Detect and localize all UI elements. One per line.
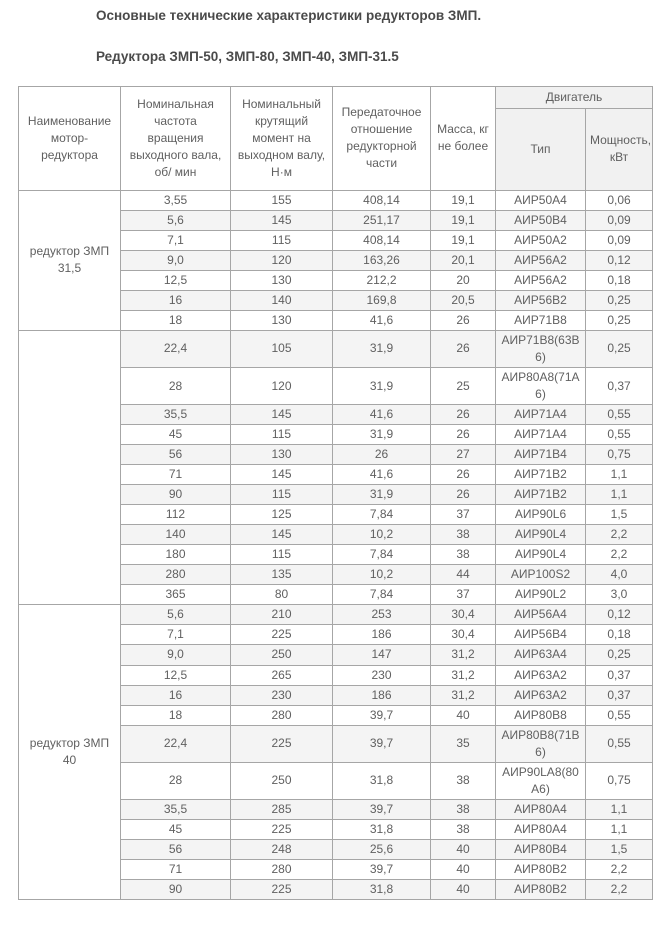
cell-engine-power: 0,06 bbox=[586, 190, 653, 210]
cell-ratio: 31,8 bbox=[333, 819, 431, 839]
cell-torque: 145 bbox=[231, 465, 333, 485]
cell-speed: 9,0 bbox=[121, 645, 231, 665]
header-engine-power: Мощность, кВт bbox=[586, 108, 653, 190]
cell-engine-type: АИР80В2 bbox=[496, 859, 586, 879]
group-label-cell: редуктор ЗМП 40 bbox=[19, 605, 121, 899]
cell-mass: 27 bbox=[431, 445, 496, 465]
cell-engine-type: АИР80В2 bbox=[496, 879, 586, 899]
cell-engine-power: 0,25 bbox=[586, 330, 653, 367]
cell-engine-power: 0,75 bbox=[586, 762, 653, 799]
cell-ratio: 39,7 bbox=[333, 725, 431, 762]
cell-ratio: 408,14 bbox=[333, 190, 431, 210]
cell-engine-type: АИР56А2 bbox=[496, 270, 586, 290]
cell-ratio: 163,26 bbox=[333, 250, 431, 270]
cell-engine-power: 0,25 bbox=[586, 310, 653, 330]
cell-engine-type: АИР80А8(71А6) bbox=[496, 368, 586, 405]
cell-engine-power: 2,2 bbox=[586, 525, 653, 545]
cell-ratio: 10,2 bbox=[333, 565, 431, 585]
table-row bbox=[19, 605, 653, 625]
cell-speed: 71 bbox=[121, 465, 231, 485]
cell-speed: 56 bbox=[121, 839, 231, 859]
cell-engine-power: 1,1 bbox=[586, 799, 653, 819]
cell-ratio: 31,9 bbox=[333, 425, 431, 445]
cell-speed: 35,5 bbox=[121, 799, 231, 819]
cell-mass: 19,1 bbox=[431, 210, 496, 230]
cell-torque: 135 bbox=[231, 565, 333, 585]
cell-engine-type: АИР71В4 bbox=[496, 445, 586, 465]
cell-speed: 9,0 bbox=[121, 250, 231, 270]
cell-speed: 45 bbox=[121, 819, 231, 839]
cell-speed: 71 bbox=[121, 859, 231, 879]
cell-torque: 145 bbox=[231, 210, 333, 230]
group-label-cell bbox=[19, 330, 121, 604]
table-body bbox=[19, 190, 653, 899]
cell-speed: 112 bbox=[121, 505, 231, 525]
cell-engine-type: АИР50В4 bbox=[496, 210, 586, 230]
page-title: Основные технические характеристики редукторов ЗМП. bbox=[96, 8, 482, 23]
header-torque: Номинальный крутящий момент на выходном валу, Н·м bbox=[231, 86, 333, 190]
cell-mass: 30,4 bbox=[431, 605, 496, 625]
table-row bbox=[19, 190, 653, 210]
cell-mass: 25 bbox=[431, 368, 496, 405]
cell-mass: 26 bbox=[431, 465, 496, 485]
header-name: Наименование мотор-редуктора bbox=[19, 86, 121, 190]
cell-engine-type: АИР71В8(63В6) bbox=[496, 330, 586, 367]
cell-ratio: 31,9 bbox=[333, 368, 431, 405]
cell-engine-power: 1,5 bbox=[586, 505, 653, 525]
cell-engine-power: 2,2 bbox=[586, 879, 653, 899]
cell-torque: 120 bbox=[231, 250, 333, 270]
cell-mass: 26 bbox=[431, 425, 496, 445]
cell-mass: 26 bbox=[431, 310, 496, 330]
header-ratio: Передаточное отношение редукторной части bbox=[333, 86, 431, 190]
cell-mass: 38 bbox=[431, 545, 496, 565]
cell-speed: 7,1 bbox=[121, 230, 231, 250]
cell-mass: 20,5 bbox=[431, 290, 496, 310]
cell-torque: 115 bbox=[231, 425, 333, 445]
cell-torque: 155 bbox=[231, 190, 333, 210]
cell-engine-power: 0,09 bbox=[586, 230, 653, 250]
cell-engine-type: АИР80В8 bbox=[496, 705, 586, 725]
cell-mass: 40 bbox=[431, 839, 496, 859]
cell-engine-type: АИР90LA8(80А6) bbox=[496, 762, 586, 799]
cell-torque: 80 bbox=[231, 585, 333, 605]
cell-engine-type: АИР63А4 bbox=[496, 645, 586, 665]
cell-mass: 31,2 bbox=[431, 645, 496, 665]
cell-mass: 26 bbox=[431, 330, 496, 367]
cell-ratio: 7,84 bbox=[333, 505, 431, 525]
cell-mass: 19,1 bbox=[431, 230, 496, 250]
cell-torque: 105 bbox=[231, 330, 333, 367]
header-engine-type: Тип bbox=[496, 108, 586, 190]
cell-engine-type: АИР71В2 bbox=[496, 465, 586, 485]
cell-engine-type: АИР80А4 bbox=[496, 799, 586, 819]
cell-torque: 140 bbox=[231, 290, 333, 310]
cell-engine-power: 0,75 bbox=[586, 445, 653, 465]
cell-torque: 145 bbox=[231, 525, 333, 545]
cell-engine-power: 0,37 bbox=[586, 685, 653, 705]
cell-ratio: 230 bbox=[333, 665, 431, 685]
cell-speed: 18 bbox=[121, 310, 231, 330]
cell-speed: 35,5 bbox=[121, 405, 231, 425]
cell-engine-power: 0,37 bbox=[586, 368, 653, 405]
spec-table bbox=[18, 86, 653, 900]
cell-torque: 130 bbox=[231, 310, 333, 330]
cell-engine-power: 0,37 bbox=[586, 665, 653, 685]
cell-speed: 5,6 bbox=[121, 210, 231, 230]
cell-ratio: 41,6 bbox=[333, 405, 431, 425]
cell-ratio: 169,8 bbox=[333, 290, 431, 310]
cell-engine-power: 1,1 bbox=[586, 819, 653, 839]
cell-mass: 38 bbox=[431, 799, 496, 819]
cell-ratio: 408,14 bbox=[333, 230, 431, 250]
cell-mass: 44 bbox=[431, 565, 496, 585]
cell-mass: 31,2 bbox=[431, 685, 496, 705]
cell-engine-type: АИР90L2 bbox=[496, 585, 586, 605]
cell-mass: 37 bbox=[431, 505, 496, 525]
cell-engine-type: АИР63А2 bbox=[496, 685, 586, 705]
cell-mass: 40 bbox=[431, 859, 496, 879]
cell-ratio: 186 bbox=[333, 685, 431, 705]
header-row-top bbox=[19, 86, 653, 108]
cell-ratio: 41,6 bbox=[333, 465, 431, 485]
cell-torque: 225 bbox=[231, 819, 333, 839]
cell-speed: 22,4 bbox=[121, 330, 231, 367]
cell-torque: 248 bbox=[231, 839, 333, 859]
header-engine-group: Двигатель bbox=[496, 86, 653, 108]
cell-mass: 31,2 bbox=[431, 665, 496, 685]
cell-mass: 40 bbox=[431, 879, 496, 899]
cell-engine-type: АИР80А4 bbox=[496, 819, 586, 839]
cell-ratio: 31,8 bbox=[333, 762, 431, 799]
cell-speed: 18 bbox=[121, 705, 231, 725]
cell-engine-power: 0,12 bbox=[586, 605, 653, 625]
cell-engine-type: АИР63А2 bbox=[496, 665, 586, 685]
cell-engine-power: 0,09 bbox=[586, 210, 653, 230]
cell-engine-power: 0,18 bbox=[586, 625, 653, 645]
cell-engine-type: АИР80В8(71В6) bbox=[496, 725, 586, 762]
cell-engine-power: 0,25 bbox=[586, 290, 653, 310]
cell-engine-type: АИР90L4 bbox=[496, 545, 586, 565]
cell-engine-power: 3,0 bbox=[586, 585, 653, 605]
cell-mass: 20,1 bbox=[431, 250, 496, 270]
cell-speed: 16 bbox=[121, 290, 231, 310]
cell-engine-power: 1,1 bbox=[586, 465, 653, 485]
cell-torque: 250 bbox=[231, 645, 333, 665]
cell-mass: 40 bbox=[431, 705, 496, 725]
cell-speed: 12,5 bbox=[121, 270, 231, 290]
cell-speed: 5,6 bbox=[121, 605, 231, 625]
cell-engine-power: 2,2 bbox=[586, 859, 653, 879]
cell-torque: 130 bbox=[231, 270, 333, 290]
cell-mass: 30,4 bbox=[431, 625, 496, 645]
cell-torque: 280 bbox=[231, 705, 333, 725]
cell-ratio: 31,9 bbox=[333, 485, 431, 505]
cell-engine-type: АИР80В4 bbox=[496, 839, 586, 859]
cell-torque: 115 bbox=[231, 545, 333, 565]
cell-engine-type: АИР56А2 bbox=[496, 250, 586, 270]
cell-speed: 140 bbox=[121, 525, 231, 545]
cell-mass: 35 bbox=[431, 725, 496, 762]
cell-ratio: 39,7 bbox=[333, 799, 431, 819]
cell-speed: 365 bbox=[121, 585, 231, 605]
group-label-cell: редуктор ЗМП 31,5 bbox=[19, 190, 121, 330]
cell-engine-power: 0,55 bbox=[586, 725, 653, 762]
cell-torque: 225 bbox=[231, 879, 333, 899]
cell-engine-power: 0,55 bbox=[586, 705, 653, 725]
cell-torque: 230 bbox=[231, 685, 333, 705]
cell-torque: 145 bbox=[231, 405, 333, 425]
cell-engine-type: АИР90L4 bbox=[496, 525, 586, 545]
cell-speed: 7,1 bbox=[121, 625, 231, 645]
cell-engine-power: 1,5 bbox=[586, 839, 653, 859]
cell-engine-type: АИР71В2 bbox=[496, 485, 586, 505]
cell-ratio: 253 bbox=[333, 605, 431, 625]
cell-engine-type: АИР56В4 bbox=[496, 625, 586, 645]
cell-speed: 12,5 bbox=[121, 665, 231, 685]
cell-engine-power: 2,2 bbox=[586, 545, 653, 565]
cell-engine-type: АИР90L6 bbox=[496, 505, 586, 525]
cell-ratio: 251,17 bbox=[333, 210, 431, 230]
cell-torque: 115 bbox=[231, 230, 333, 250]
cell-mass: 26 bbox=[431, 485, 496, 505]
cell-ratio: 25,6 bbox=[333, 839, 431, 859]
table-row bbox=[19, 330, 653, 367]
cell-speed: 90 bbox=[121, 485, 231, 505]
cell-engine-power: 0,55 bbox=[586, 425, 653, 445]
cell-torque: 265 bbox=[231, 665, 333, 685]
cell-ratio: 39,7 bbox=[333, 705, 431, 725]
cell-speed: 28 bbox=[121, 368, 231, 405]
cell-mass: 20 bbox=[431, 270, 496, 290]
cell-ratio: 31,8 bbox=[333, 879, 431, 899]
cell-torque: 120 bbox=[231, 368, 333, 405]
cell-mass: 37 bbox=[431, 585, 496, 605]
cell-speed: 180 bbox=[121, 545, 231, 565]
cell-torque: 250 bbox=[231, 762, 333, 799]
cell-speed: 28 bbox=[121, 762, 231, 799]
cell-mass: 38 bbox=[431, 525, 496, 545]
cell-engine-type: АИР56А4 bbox=[496, 605, 586, 625]
cell-ratio: 212,2 bbox=[333, 270, 431, 290]
cell-speed: 22,4 bbox=[121, 725, 231, 762]
cell-torque: 225 bbox=[231, 625, 333, 645]
cell-engine-type: АИР50А4 bbox=[496, 190, 586, 210]
cell-torque: 125 bbox=[231, 505, 333, 525]
cell-ratio: 10,2 bbox=[333, 525, 431, 545]
cell-engine-power: 0,18 bbox=[586, 270, 653, 290]
cell-ratio: 186 bbox=[333, 625, 431, 645]
cell-ratio: 26 bbox=[333, 445, 431, 465]
cell-ratio: 39,7 bbox=[333, 859, 431, 879]
cell-engine-type: АИР71А4 bbox=[496, 405, 586, 425]
cell-torque: 285 bbox=[231, 799, 333, 819]
header-speed: Номинальная частота вращения выходного вала, об/ мин bbox=[121, 86, 231, 190]
cell-ratio: 7,84 bbox=[333, 545, 431, 565]
cell-torque: 280 bbox=[231, 859, 333, 879]
cell-engine-type: АИР100S2 bbox=[496, 565, 586, 585]
header-mass: Масса, кг не более bbox=[431, 86, 496, 190]
cell-mass: 38 bbox=[431, 819, 496, 839]
cell-ratio: 41,6 bbox=[333, 310, 431, 330]
cell-engine-type: АИР71В8 bbox=[496, 310, 586, 330]
cell-ratio: 31,9 bbox=[333, 330, 431, 367]
table-header bbox=[19, 86, 653, 190]
cell-engine-type: АИР71А4 bbox=[496, 425, 586, 445]
page-subtitle: Редуктора ЗМП-50, ЗМП-80, ЗМП-40, ЗМП-31.5 bbox=[96, 48, 399, 64]
cell-mass: 38 bbox=[431, 762, 496, 799]
cell-engine-type: АИР50А2 bbox=[496, 230, 586, 250]
cell-torque: 210 bbox=[231, 605, 333, 625]
cell-torque: 130 bbox=[231, 445, 333, 465]
title-block bbox=[96, 8, 660, 66]
cell-mass: 26 bbox=[431, 405, 496, 425]
cell-mass: 19,1 bbox=[431, 190, 496, 210]
cell-speed: 3,55 bbox=[121, 190, 231, 210]
cell-speed: 90 bbox=[121, 879, 231, 899]
cell-speed: 280 bbox=[121, 565, 231, 585]
cell-speed: 56 bbox=[121, 445, 231, 465]
cell-ratio: 7,84 bbox=[333, 585, 431, 605]
cell-speed: 45 bbox=[121, 425, 231, 445]
cell-torque: 115 bbox=[231, 485, 333, 505]
cell-engine-power: 4,0 bbox=[586, 565, 653, 585]
cell-engine-power: 0,25 bbox=[586, 645, 653, 665]
cell-torque: 225 bbox=[231, 725, 333, 762]
cell-engine-type: АИР56В2 bbox=[496, 290, 586, 310]
cell-engine-power: 1,1 bbox=[586, 485, 653, 505]
cell-engine-power: 0,12 bbox=[586, 250, 653, 270]
cell-speed: 16 bbox=[121, 685, 231, 705]
cell-ratio: 147 bbox=[333, 645, 431, 665]
cell-engine-power: 0,55 bbox=[586, 405, 653, 425]
